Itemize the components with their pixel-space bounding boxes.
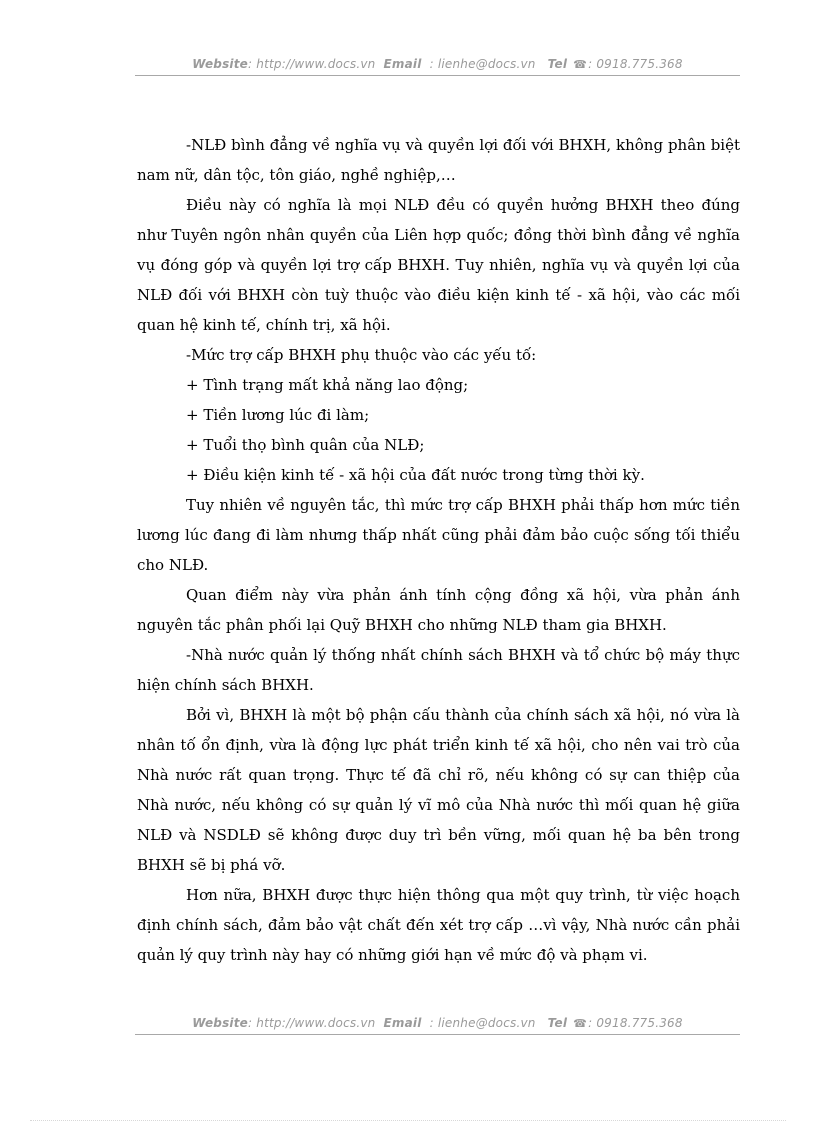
header-rule: [135, 75, 740, 76]
footer-tel-label: Tel: [547, 1016, 568, 1030]
phone-icon: ☎: [573, 1017, 588, 1030]
header-email-label: Email: [383, 57, 422, 71]
page-footer: [135, 1016, 740, 1038]
paragraph: Tuy nhiên về nguyên tắc, thì mức trợ cấp BHXH phải thấp hơn mức tiền lương lúc đang đi làm nhưng thấp nhất cũng phải đảm bảo cuộc sống tối thiểu cho NLĐ.: [137, 496, 740, 574]
list-item: + Tiền lương lúc đi làm;: [186, 406, 370, 424]
header-tel-value: : 0918.775.368: [588, 57, 683, 71]
page-header: [135, 57, 740, 79]
paragraph: -Mức trợ cấp BHXH phụ thuộc vào các yếu tố:: [186, 346, 537, 364]
paragraph: -Nhà nước quản lý thống nhất chính sách BHXH và tổ chức bộ máy thực hiện chính sách BHXH.: [137, 646, 740, 694]
header-website-label: Website: [192, 57, 249, 71]
paragraph: -NLĐ bình đẳng về nghĩa vụ và quyền lợi đối với BHXH, không phân biệt nam nữ, dân tộc, tôn giáo, nghề nghiệp,…: [137, 136, 740, 184]
list-item: + Tuổi thọ bình quân của NLĐ;: [186, 436, 425, 454]
header-tel-label: Tel: [547, 57, 568, 71]
page-bottom-divider: [30, 1120, 786, 1121]
header-website-link[interactable]: : http://www.docs.vn: [248, 57, 376, 71]
footer-website-link[interactable]: : http://www.docs.vn: [248, 1016, 376, 1030]
paragraph: Bởi vì, BHXH là một bộ phận cấu thành của chính sách xã hội, nó vừa là nhân tố ổn định, vừa là động lực phát triển kinh tế xã hội, cho nên vai trò của Nhà nước rất quan trọng. Thực tế đã chỉ rõ, nếu không có sự can thiệp của Nhà nước, nếu không có sự quản lý vĩ mô của Nhà nước thì mối quan hệ giữa NLĐ và NSDLĐ sẽ không được duy trì bền vững, mối quan hệ ba bên trong BHXH sẽ bị phá vỡ.: [137, 706, 740, 874]
list-item: + Điều kiện kinh tế - xã hội của đất nước trong từng thời kỳ.: [186, 466, 645, 484]
paragraph: Quan điểm này vừa phản ánh tính cộng đồng xã hội, vừa phản ánh nguyên tắc phân phối lại Quỹ BHXH cho những NLĐ tham gia BHXH.: [137, 586, 740, 634]
footer-email-link[interactable]: : lienhe@docs.vn: [429, 1016, 536, 1030]
footer-website-label: Website: [192, 1016, 249, 1030]
document-body: [137, 130, 740, 970]
footer-rule: [135, 1034, 740, 1035]
paragraph: Hơn nữa, BHXH được thực hiện thông qua một quy trình, từ việc hoạch định chính sách, đảm bảo vật chất đến xét trợ cấp …vì vậy, Nhà nước cần phải quản lý quy trình này hay có những giới hạn về mức độ và phạm vi.: [137, 886, 740, 964]
header-email-link[interactable]: : lienhe@docs.vn: [429, 57, 536, 71]
paragraph: Điều này có nghĩa là mọi NLĐ đều có quyền hưởng BHXH theo đúng như Tuyên ngôn nhân quyền của Liên hợp quốc; đồng thời bình đẳng về nghĩa vụ đóng góp và quyền lợi trợ cấp BHXH. Tuy nhiên, nghĩa vụ và quyền lợi của NLĐ đối với BHXH còn tuỳ thuộc vào điều kiện kinh tế - xã hội, vào các mối quan hệ kinh tế, chính trị, xã hội.: [137, 196, 740, 334]
footer-email-label: Email: [383, 1016, 422, 1030]
footer-tel-value: : 0918.775.368: [588, 1016, 683, 1030]
phone-icon: ☎: [573, 58, 588, 71]
list-item: + Tình trạng mất khả năng lao động;: [186, 376, 469, 394]
